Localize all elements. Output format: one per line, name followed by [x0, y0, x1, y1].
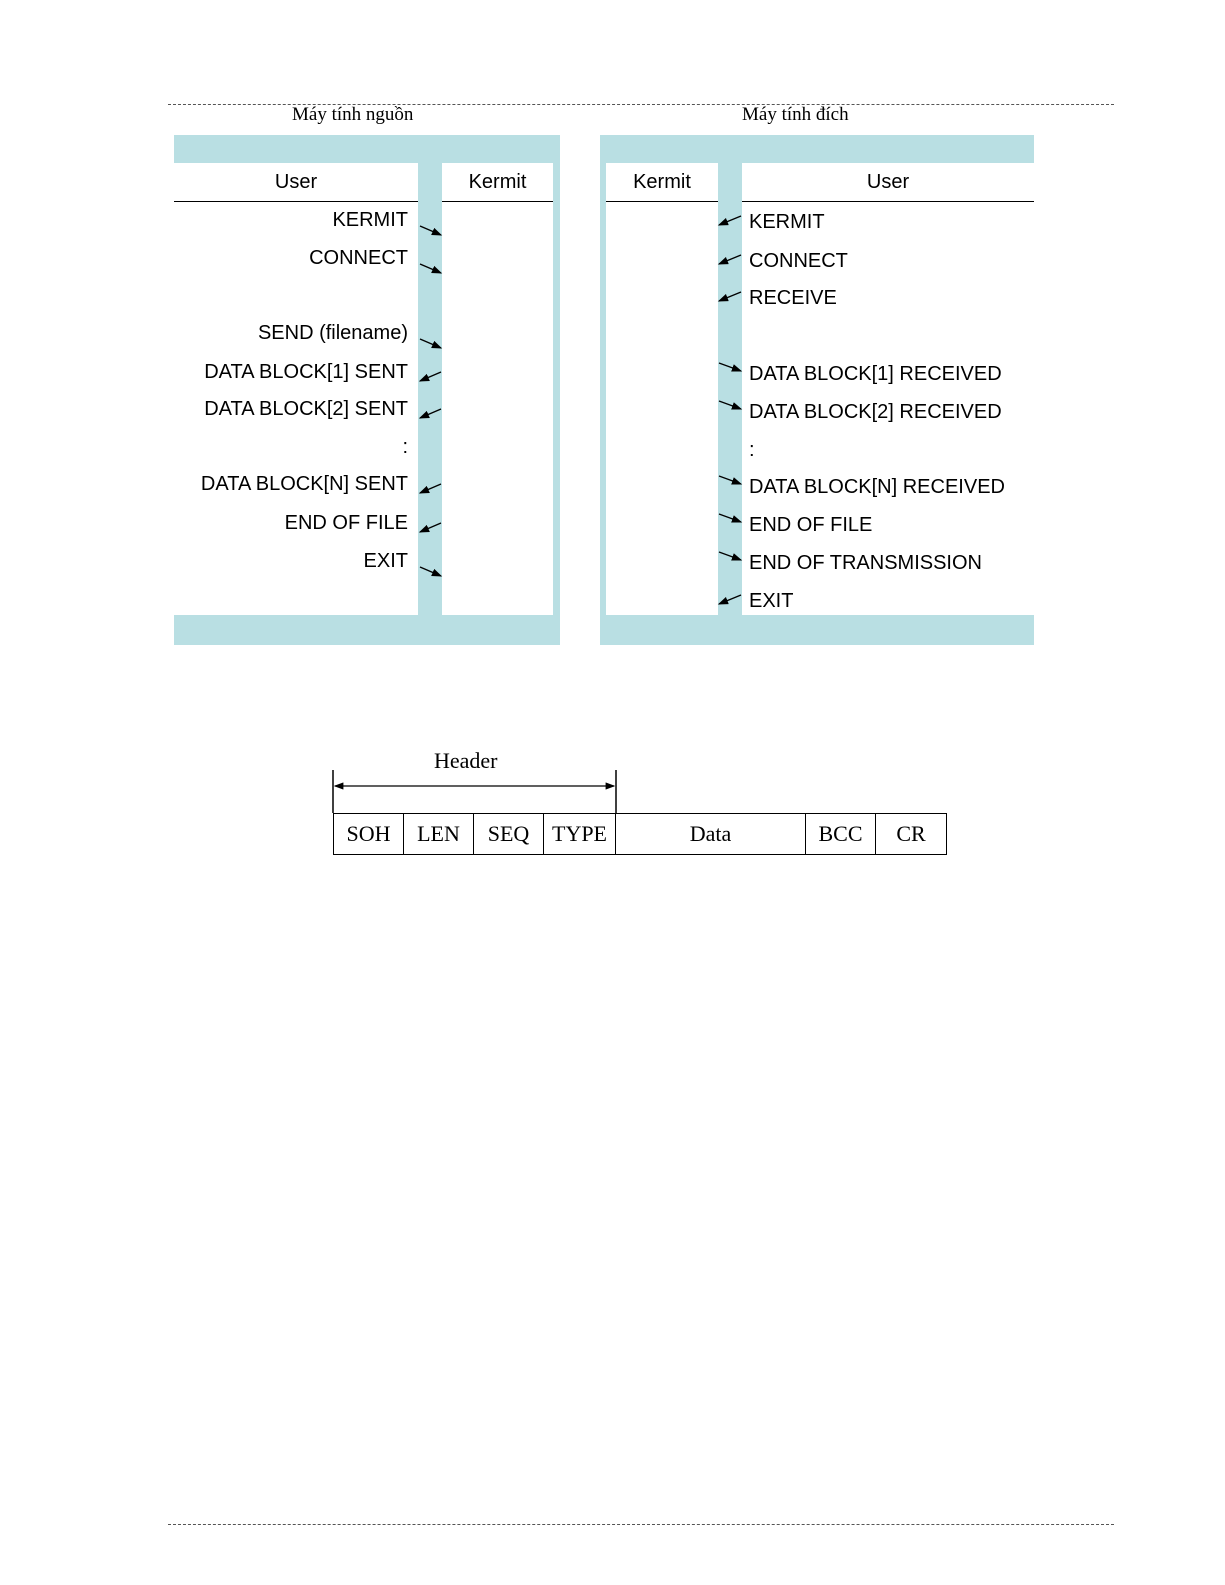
source-caption: Máy tính nguồn: [292, 104, 414, 125]
dest-user-header: User: [742, 163, 1034, 202]
dest-row-label: END OF TRANSMISSION: [749, 552, 982, 574]
dest-row-label: KERMIT: [749, 211, 825, 233]
dest-row-label: DATA BLOCK[N] RECEIVED: [749, 476, 1005, 498]
dest-caption: Máy tính đích: [742, 104, 849, 125]
dest-row-label: END OF FILE: [749, 514, 873, 536]
packet-format-table: [333, 813, 947, 855]
source-row-label: EXIT: [363, 550, 408, 572]
dest-row-label: EXIT: [749, 590, 794, 612]
source-row-label: CONNECT: [309, 247, 408, 269]
dest-kermit-header: Kermit: [606, 163, 718, 202]
source-row-label: KERMIT: [332, 209, 408, 231]
packet-field-cell: SOH: [334, 814, 404, 854]
packet-field-cell: SEQ: [474, 814, 544, 854]
dest-row-label: :: [749, 439, 755, 461]
dest-row-label: DATA BLOCK[1] RECEIVED: [749, 363, 1002, 385]
packet-field-cell: BCC: [806, 814, 876, 854]
packet-field-cell: Data: [616, 814, 806, 854]
source-row-label: END OF FILE: [284, 512, 408, 534]
source-row-label: DATA BLOCK[N] SENT: [200, 473, 408, 495]
dest-row-label: CONNECT: [749, 250, 848, 272]
packet-field-cell: LEN: [404, 814, 474, 854]
source-row-label: :: [402, 436, 408, 458]
source-user-header: User: [174, 163, 418, 202]
packet-field-cell: CR: [896, 821, 926, 846]
source-kermit-header: Kermit: [442, 163, 553, 202]
packet-header-label: Header: [434, 748, 498, 773]
packet-field-cell: TYPE: [544, 814, 616, 854]
dest-row-label: DATA BLOCK[2] RECEIVED: [749, 401, 1002, 423]
source-row-label: SEND (filename): [257, 322, 408, 344]
source-row-label: DATA BLOCK[2] SENT: [204, 398, 408, 420]
bottom-rule: [168, 1524, 1114, 1525]
dest-row-label: RECEIVE: [749, 287, 837, 309]
source-row-label: DATA BLOCK[1] SENT: [204, 361, 408, 383]
